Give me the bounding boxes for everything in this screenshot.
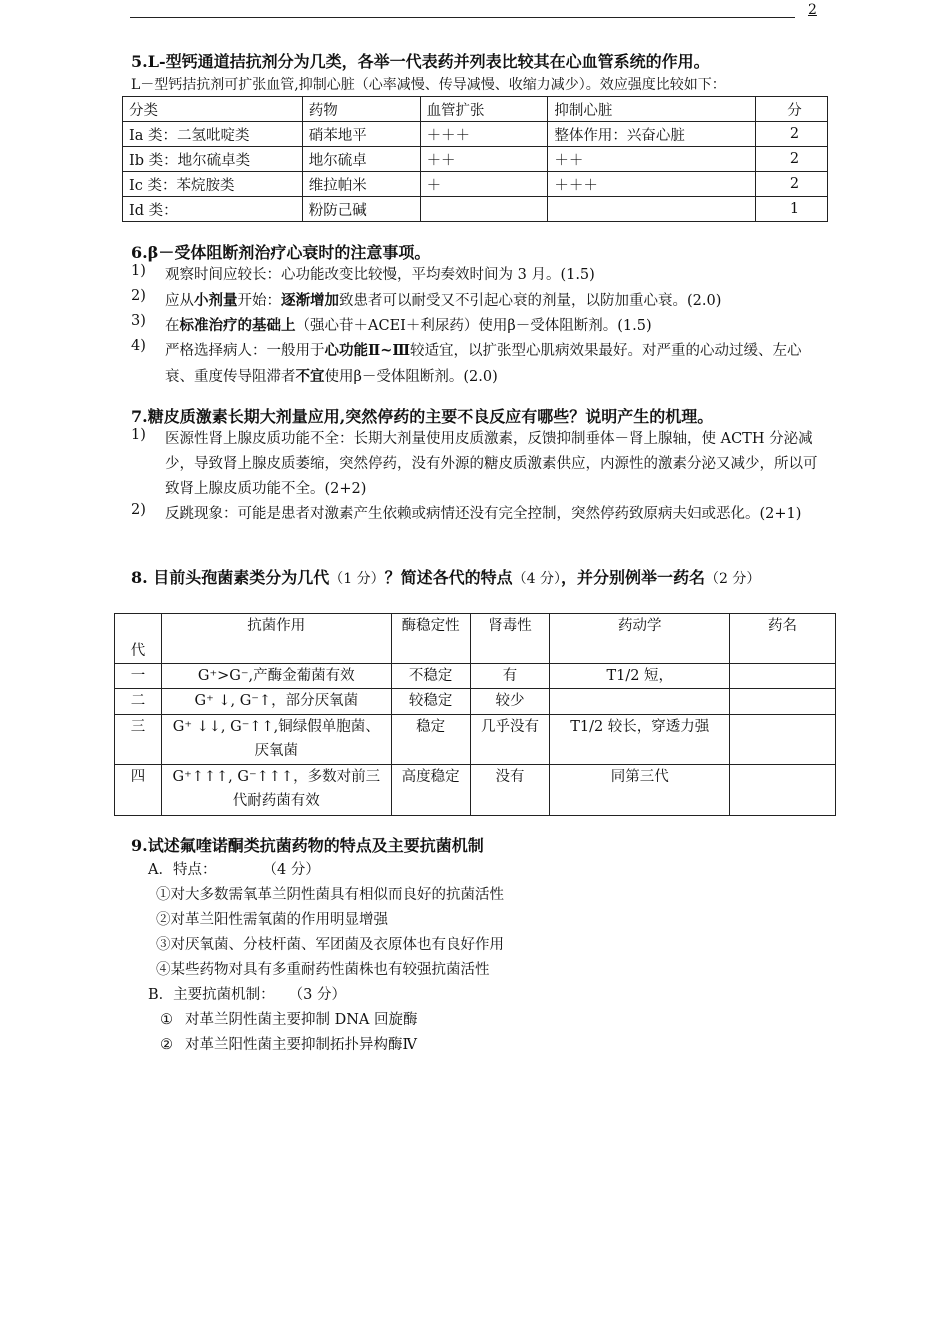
item-text: 应从小剂量开始：逐渐增加致患者可以耐受又不引起心衰的剂量，以防加重心衰。(2.0) <box>165 292 722 309</box>
table-cell: 2 <box>756 147 828 172</box>
item-number: 4) <box>131 338 146 354</box>
table-cell: 维拉帕米 <box>302 172 420 197</box>
table-row <box>115 765 836 816</box>
table-row <box>123 147 828 172</box>
table-cell: 粉防己碱 <box>302 197 420 222</box>
table-cell: G⁺ ↓↓, G⁻↑↑,铜绿假单胞菌、厌氧菌 <box>161 715 391 765</box>
item-number: 2) <box>131 502 146 518</box>
header-cell: 肾毒性 <box>470 614 550 664</box>
table-cell: ＋＋＋ <box>548 172 756 197</box>
table-cell: ＋＋＋ <box>420 122 548 147</box>
header-cell: 药动学 <box>550 614 730 664</box>
header-cell: 分类 <box>123 97 303 122</box>
header-cell: 药名 <box>730 614 836 664</box>
cephalosporin-table <box>114 613 836 816</box>
table-cell: 有 <box>470 664 550 689</box>
header-cell: 药物 <box>302 97 420 122</box>
table-cell <box>550 689 730 715</box>
table-cell: 较少 <box>470 689 550 715</box>
table-cell: Ib 类：地尔硫卓类 <box>123 147 303 172</box>
item-number: 3) <box>131 313 146 329</box>
table-cell <box>420 197 548 222</box>
table-cell: 不稳定 <box>391 664 470 689</box>
table-cell: G⁺ ↓, G⁻↑，部分厌氧菌 <box>161 689 391 715</box>
table-header-row <box>123 97 828 122</box>
table-cell: 同第三代 <box>550 765 730 816</box>
table-cell: 整体作用：兴奋心脏 <box>548 122 756 147</box>
table-cell: 高度稳定 <box>391 765 470 816</box>
table-cell: 硝苯地平 <box>302 122 420 147</box>
emphasis: 心功能Ⅱ~Ⅲ <box>324 342 411 359</box>
emphasis: 逐渐增加 <box>281 292 339 309</box>
item-number: 1) <box>131 263 146 279</box>
item-text: 医源性肾上腺皮质功能不全：长期大剂量使用皮质激素，反馈抑制垂体－肾上腺轴，使 ACTH 分泌减少，导致肾上腺皮质萎缩，突然停药，没有外源的糖皮质激素供应，内源性的激素分泌又减少，所以可致肾上腺皮质功能不全。(2+2) <box>165 431 818 497</box>
table-cell: Ia 类：二氢吡啶类 <box>123 122 303 147</box>
list-item: ① 对革兰阴性菌主要抑制 DNA 回旋酶 <box>160 1012 418 1028</box>
table-cell: 没有 <box>470 765 550 816</box>
q6-title: 6.β－受体阻断剂治疗心衰时的注意事项。 <box>131 243 431 262</box>
table-cell: 三 <box>115 715 162 765</box>
table-row <box>115 689 836 715</box>
list-item: ② 对革兰阳性菌主要抑制拓扑异构酶Ⅳ <box>160 1037 417 1053</box>
emphasis: 小剂量 <box>194 292 238 309</box>
table-cell <box>730 715 836 765</box>
table-cell <box>730 664 836 689</box>
list-item <box>131 263 831 288</box>
list-item <box>131 338 831 388</box>
item-text: 观察时间应较长：心功能改变比较慢，平均奏效时间为 3 月。(1.5) <box>165 267 595 283</box>
table-row <box>123 122 828 147</box>
table-header-row <box>115 614 836 664</box>
item-number: 2) <box>131 288 146 304</box>
calcium-channel-table <box>122 96 828 222</box>
header-cell: 代 <box>115 614 162 664</box>
table-cell: 2 <box>756 122 828 147</box>
table-cell: G⁺↑↑↑, G⁻↑↑↑，多数对前三代耐药菌有效 <box>161 765 391 816</box>
q5-title: 5.L-型钙通道拮抗剂分为几类，各举一代表药并列表比较其在心血管系统的作用。 <box>131 52 710 71</box>
q8-title: 8. 目前头孢菌素类分为几代（1 分）？简述各代的特点（4 分），并分别例举一药名（2 分） <box>131 568 761 587</box>
table-row <box>115 664 836 689</box>
section-a-label: A．特点： （4 分） <box>148 862 320 878</box>
q9-title: 9.试述氟喹诺酮类抗菌药物的特点及主要抗菌机制 <box>131 836 484 855</box>
table-cell: 几乎没有 <box>470 715 550 765</box>
list-item <box>131 502 831 552</box>
table-cell: 稳定 <box>391 715 470 765</box>
list-item: ②对革兰阳性需氧菌的作用明显增强 <box>156 912 388 928</box>
table-cell: T1/2 较长，穿透力强 <box>550 715 730 765</box>
table-row <box>123 172 828 197</box>
table-cell: 1 <box>756 197 828 222</box>
emphasis: 不宜 <box>295 368 325 385</box>
table-cell: 较稳定 <box>391 689 470 715</box>
header-cell: 血管扩张 <box>420 97 548 122</box>
emphasis: 标准治疗的基础上 <box>179 317 296 334</box>
page-number: 2 <box>808 2 817 18</box>
header-cell: 酶稳定性 <box>391 614 470 664</box>
table-row <box>123 197 828 222</box>
table-cell: G⁺>G⁻,产酶金葡菌有效 <box>161 664 391 689</box>
table-cell: T1/2 短， <box>550 664 730 689</box>
list-item: ④某些药物对具有多重耐药性菌株也有较强抗菌活性 <box>156 962 490 978</box>
item-text: 反跳现象：可能是患者对激素产生依赖或病情还没有完全控制，突然停药致原病夫妇或恶化。(2+1) <box>165 506 802 522</box>
table-cell: 2 <box>756 172 828 197</box>
table-cell: ＋＋ <box>548 147 756 172</box>
list-item <box>131 313 831 338</box>
table-cell: 一 <box>115 664 162 689</box>
section-b-label: B．主要抗菌机制： （3 分） <box>148 987 346 1003</box>
table-cell: ＋ <box>420 172 548 197</box>
table-cell <box>730 765 836 816</box>
list-item <box>131 427 831 502</box>
list-item <box>131 288 831 313</box>
list-item: ①对大多数需氧革兰阴性菌具有相似而良好的抗菌活性 <box>156 887 504 903</box>
table-cell: ＋＋ <box>420 147 548 172</box>
q5-intro: L－型钙拮抗剂可扩张血管,抑制心脏（心率减慢、传导减慢、收缩力减少）。效应强度比较如下： <box>131 77 726 93</box>
q7-title: 7.糖皮质激素长期大剂量应用,突然停药的主要不良反应有哪些？说明产生的机理。 <box>131 407 714 426</box>
table-row <box>115 715 836 765</box>
header-cell: 抗菌作用 <box>161 614 391 664</box>
header-cell: 分 <box>756 97 828 122</box>
item-text: 在标准治疗的基础上（强心苷＋ACEI＋利尿药）使用β－受体阻断剂。(1.5) <box>165 317 652 334</box>
item-number: 1) <box>131 427 146 443</box>
table-cell <box>548 197 756 222</box>
table-cell: Id 类： <box>123 197 303 222</box>
table-cell: Ic 类：苯烷胺类 <box>123 172 303 197</box>
table-cell: 地尔硫卓 <box>302 147 420 172</box>
header-cell: 抑制心脏 <box>548 97 756 122</box>
table-cell: 二 <box>115 689 162 715</box>
header-rule <box>130 17 795 18</box>
table-cell <box>730 689 836 715</box>
list-item: ③对厌氧菌、分枝杆菌、军团菌及衣原体也有良好作用 <box>156 937 504 953</box>
table-cell: 四 <box>115 765 162 816</box>
item-text: 严格选择病人：一般用于心功能Ⅱ~Ⅲ较适宜，以扩张型心肌病效果最好。对严重的心动过缓、左心衰、重度传导阻滞者不宜使用β－受体阻断剂。(2.0) <box>165 342 802 385</box>
